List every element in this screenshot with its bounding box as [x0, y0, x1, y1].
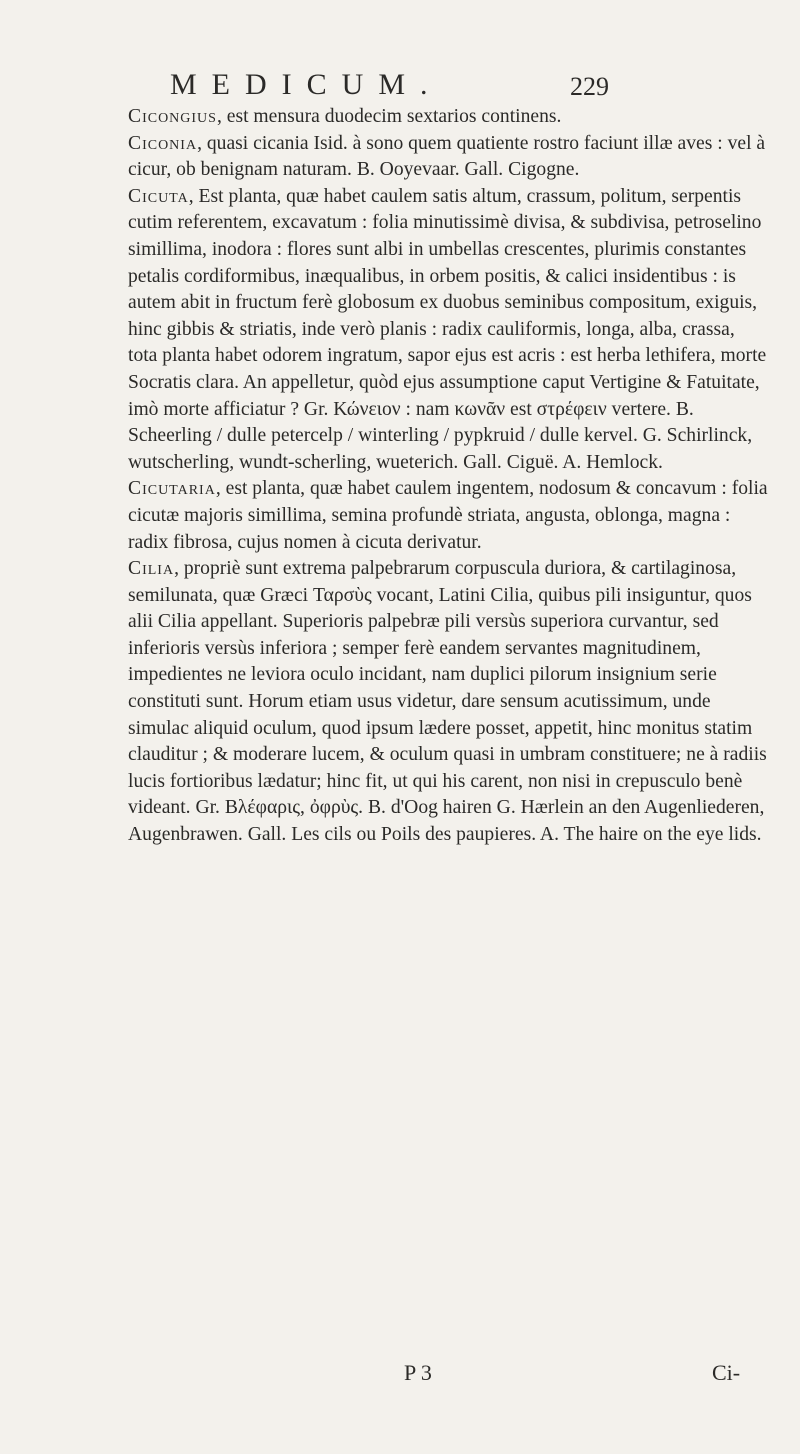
signature-mark: P 3	[404, 1360, 432, 1385]
entry-definition: , Est planta, quæ habet caulem satis altum, crassum, politum, serpentis cutim referentem, excavatum : folia minutissimè divisa, & subdivisa, petroselino simillima, inodora : flores sunt albi in umbellas crescentes, plurimis constantes petalis cordiformibus, inæqualibus, in orbem positis, & calici insidentibus : is autem abit in fructum ferè globosum ex duobus seminibus compositum, exiguis, hinc gibbis & striatis, inde verò planis : radix cauliformis, longa, alba, crassa, tota planta habet odorem ingratum, sapor ejus est acris : est herba lethifera, morte Socratis clara. An appelletur, quòd ejus assumptione caput Vertigine & Fatuitate, imò morte afficiatur ? Gr. Κώνειον : nam κωνᾶν est στρέφειν vertere. B. Scheerling / dulle petercelp / winterling / pypkruid / dulle kervel. G. Schirlinck, wutscherling, wundt-scherling, wueterich. Gall. Ciguë. A. Hemlock.	[128, 185, 767, 473]
entry-cilia	[128, 556, 768, 849]
entry-definition: , est mensura duodecim sextarios continens.	[216, 106, 562, 127]
page-footer	[0, 1360, 800, 1390]
entry-definition: , propriè sunt extrema palpebrarum corpuscula duriora, & cartilaginosa, semilunata, quæ Græci Ταρσὺς vocant, Latini Cilia, quibus pili insiguntur, quos alii Cilia appellant. Superioris palpebræ pili versùs superiora curvantur, sed inferioris versùs inferiora ; semper ferè eandem servantes magnitudinem, impedientes ne leviora oculo incidant, nam duplici pilorum insignium serie constituti sunt. Horum etiam usus videtur, dare sensum acutissimum, unde simulac aliquid oculum, quod ipsum lædere posset, appetit, hinc monitus statim clauditur ; & moderare lucem, & oculum quasi in umbram constituere; ne à radiis lucis fortioribus lædatur; hinc fit, ut qui his carent, non nisi in crepusculo benè videant. Gr. Βλέφαρις, ὀφρὺς. B. d'Oog hairen G. Hærlein an den Augenliederen, Augenbrawen. Gall. Les cils ou Poils des paupieres. A. The haire on the eye lids.	[128, 558, 767, 846]
page-number: 229	[570, 72, 609, 101]
entry-lemma: Cicongius	[128, 106, 217, 127]
entry-lemma: Cilia	[128, 558, 175, 580]
entry-lemma: Cicutaria	[128, 478, 216, 500]
entry-cicutaria	[128, 476, 768, 556]
entry-cicongius	[128, 104, 768, 131]
entry-ciconia	[128, 131, 768, 184]
entry-cicuta	[128, 184, 768, 477]
entry-definition: , est planta, quæ habet caulem ingentem, nodosum & concavum : folia cicutæ majoris simillima, semina profundè striata, angusta, oblonga, magna : radix fibrosa, cujus nomen à cicuta derivatur.	[128, 478, 768, 553]
dictionary-text	[128, 104, 768, 849]
entry-lemma: Cicuta	[128, 185, 189, 207]
entry-lemma: Ciconia	[128, 132, 198, 154]
entry-definition: , quasi cicania Isid. à sono quem quatiente rostro faciunt illæ aves : vel à cicur, ob benignam naturam. B. Ooyevaar. Gall. Cigogne.	[128, 132, 766, 181]
running-title: MEDICUM.	[170, 68, 443, 101]
catchword: Ci-	[712, 1360, 741, 1385]
